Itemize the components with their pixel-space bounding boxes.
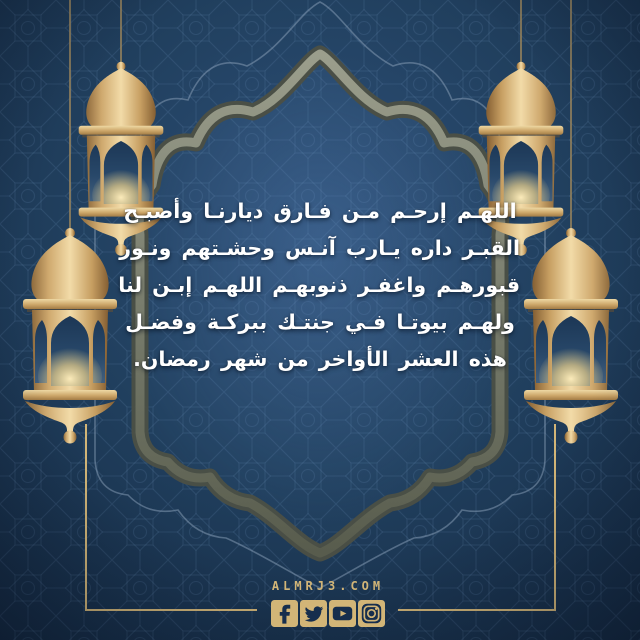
website-url[interactable]: ALMRJ3.COM [271, 579, 385, 593]
social-icons-row [271, 600, 385, 627]
twitter-icon[interactable] [300, 600, 327, 627]
prayer-line: اللهـم إرحـم مـن فـارق ديارنـا وأصبـح [123, 199, 517, 223]
facebook-icon[interactable] [271, 600, 298, 627]
prayer-line: قبورهـم واغفـر ذنوبهـم اللهـم إبـن لنا [118, 273, 520, 297]
prayer-line: هذه العشر الأواخر من شهر رمضان. [133, 347, 507, 371]
youtube-icon[interactable] [329, 600, 356, 627]
instagram-icon[interactable] [358, 600, 385, 627]
prayer-line: القبـر داره يـارب آنـس وحشـتهم ونـور [119, 236, 520, 260]
prayer-line: ولهـم بيوتـا فـي جنتـك ببركـة وفضـل [125, 310, 515, 334]
prayer-text [120, 193, 520, 378]
